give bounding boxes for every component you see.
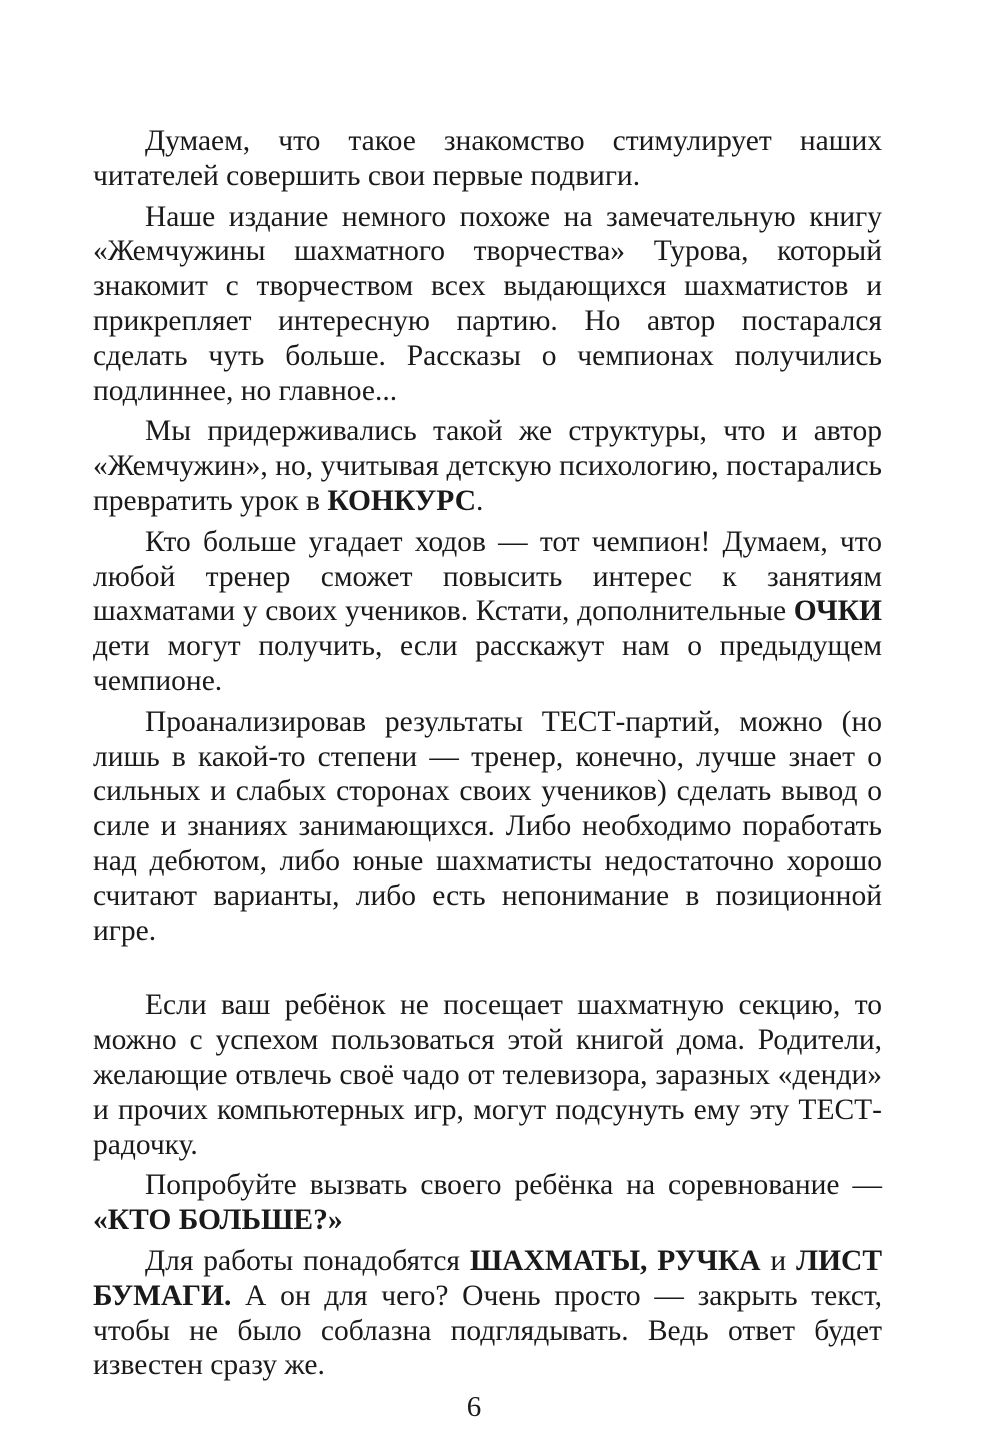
text-segment: А он для чего? Очень просто — закрыть текст, чтобы не было соблазна подглядывать. Ведь ответ будет известен сразу же. [93,1279,882,1382]
page-number: 6 [466,1391,482,1423]
paragraph [93,1244,882,1383]
text-segment: Кто больше угадает ходов — тот чемпион! Думаем, что любой тренер сможет повысить интерес к занятиям шахматами у своих учеников. Кстати, дополнительные [93,525,882,628]
paragraph [93,525,882,699]
bold-text: ОЧКИ [793,595,882,628]
text-segment: Мы придерживались такой же структуры, что и автор «Жемчужин», но, учитывая детскую психологию, постарались превратить урок в [93,415,882,517]
bold-text: ЛИСТ БУМАГИ. [93,1244,883,1312]
text-segment: Думаем, что такое знакомство стимулирует наших читателей совершить свои первые подвиги. [93,125,882,192]
paragraph [93,124,882,194]
text-segment: Наше издание немного похоже на замечательную книгу «Жемчужины шахматного творчества» Турова, который знакомит с творчеством всех выдающихся шахматистов и прикрепляет интересную партию. Но автор постарался сделать чуть больше. Рассказы о чемпионах получились подлиннее, но главное... [93,200,882,407]
paragraph [93,200,882,409]
text-segment: дети могут получить, если расскажут нам о предыдущем чемпионе. [93,630,882,697]
paragraph [93,1168,882,1238]
text-segment: Попробуйте вызвать своего ребёнка на соревнование — [145,1169,882,1202]
paragraph [93,705,882,949]
text-segment: Если ваш ребёнок не посещает шахматную секцию, то можно с успехом пользоваться этой книгой дома. Родители, желающие отвлечь своё чадо от телевизора, заразных «денди» и прочих компьютерных игр, могут подсунуть ему эту ТЕСТ-радочку. [93,989,882,1161]
paragraph [93,988,882,1162]
paragraph [93,414,882,518]
bold-text: «КТО БОЛЬШЕ?» [93,1204,343,1237]
text-segment: Проанализировав результаты ТЕСТ-партий, можно (но лишь в какой-то степени — тренер, конечно, лучше знает о сильных и слабых сторонах своих учеников) сделать вывод о силе и знаниях занимающихся. Либо необходимо поработать над дебютом, либо юные шахматисты недостаточно хорошо считают варианты, либо есть непонимание в позиционной игре. [93,705,882,947]
bold-text: ШАХМАТЫ, РУЧКА [469,1244,761,1277]
text-segment: Для работы понадобятся [145,1244,470,1277]
page-body [93,124,882,1389]
section-gap [93,954,882,988]
bold-text: КОНКУРС [327,484,476,517]
text-segment: . [476,484,484,517]
text-segment: и [760,1244,797,1277]
